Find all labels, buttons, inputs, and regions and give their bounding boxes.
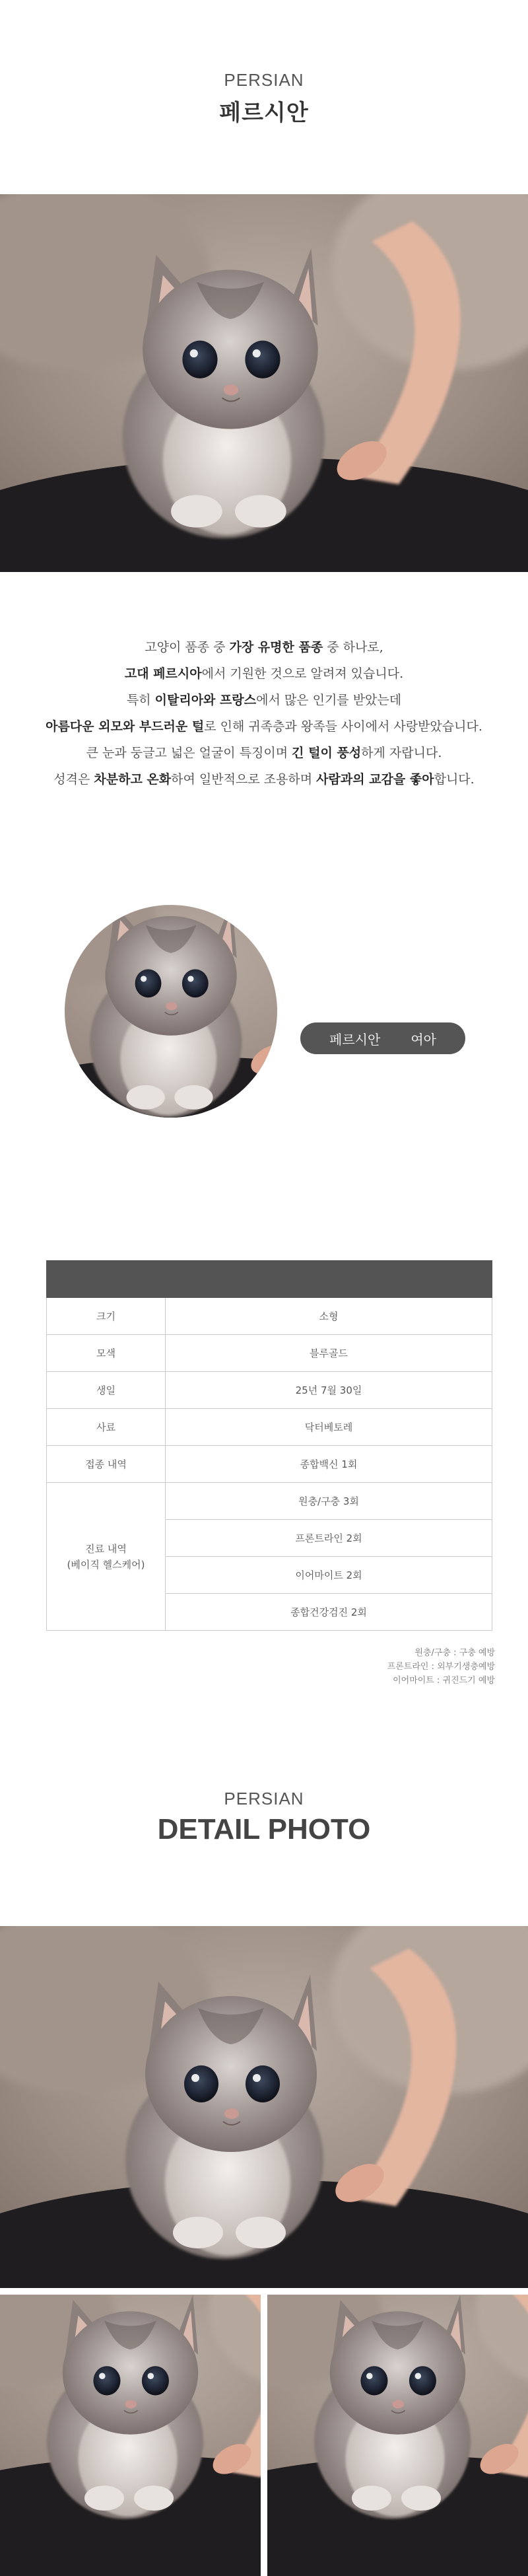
table-row	[47, 1483, 492, 1520]
description-text: 합니다.	[434, 772, 475, 787]
profile-breed: 페르시안	[329, 1031, 381, 1048]
detail-photo-header	[0, 1789, 528, 1846]
description-line	[0, 766, 528, 793]
description-emphasis: 사람과의 교감을 좋아	[316, 772, 434, 787]
row-value: 소형	[166, 1298, 492, 1335]
description-line	[0, 687, 528, 713]
breed-header	[0, 70, 528, 127]
description-text: 특히	[126, 693, 155, 707]
row-label: 크기	[47, 1298, 166, 1335]
table-header-cell	[166, 1261, 492, 1298]
description-text: 에서 기원한 것으로 알려져 있습니다.	[201, 666, 404, 681]
description-line	[0, 634, 528, 661]
treatment-value: 원충/구충 3회	[166, 1483, 492, 1520]
row-value: 블루골드	[166, 1335, 492, 1372]
treatment-value: 종합건강검진 2회	[166, 1594, 492, 1631]
table-row	[47, 1298, 492, 1335]
treatment-label-main: 진료 내역	[85, 1542, 127, 1555]
detail-kitten-photo-large	[0, 1926, 528, 2288]
treatment-value: 이어마이트 2회	[166, 1557, 492, 1594]
detail-eyebrow: PERSIAN	[224, 1789, 304, 1808]
profile-name-pill	[300, 1022, 465, 1054]
row-value: 닥터베토레	[166, 1409, 492, 1446]
note-line: 프론트라인 : 외부기생충예방	[387, 1662, 495, 1672]
description-emphasis: 가장 유명한 품종	[229, 640, 323, 655]
treatment-label-sub: (베이직 헬스케어)	[67, 1558, 145, 1571]
note-line: 이어마이트 : 귀진드기 예방	[393, 1676, 495, 1686]
treatment-value: 프론트라인 2회	[166, 1520, 492, 1557]
table-row	[47, 1335, 492, 1372]
description-text: 성격은	[53, 772, 94, 787]
table-row	[47, 1372, 492, 1409]
breed-description	[0, 634, 528, 793]
description-text: 하여 일반적으로 조용하며	[171, 772, 317, 787]
kitten-info-table	[46, 1260, 492, 1631]
description-text: 중 하나로,	[323, 640, 383, 655]
row-label: 생일	[47, 1372, 166, 1409]
description-text: 큰 눈과 둥글고 넓은 얼굴이 특징이며	[86, 746, 292, 760]
row-label: 모색	[47, 1335, 166, 1372]
header-eyebrow: PERSIAN	[224, 70, 304, 90]
profile-kitten-photo	[65, 905, 277, 1118]
table-row	[47, 1446, 492, 1483]
row-value: 25년 7월 30일	[166, 1372, 492, 1409]
description-emphasis: 차분하고 온화	[94, 772, 172, 787]
detail-kitten-photo-left	[0, 2295, 261, 2576]
table-header-cell	[47, 1261, 166, 1298]
row-label: 사료	[47, 1409, 166, 1446]
description-line	[0, 713, 528, 740]
description-emphasis: 긴 털이 풍성	[292, 746, 362, 760]
description-emphasis: 고대 페르시아	[124, 666, 202, 681]
treatment-notes	[387, 1646, 495, 1688]
description-line	[0, 740, 528, 766]
table-row	[47, 1409, 492, 1446]
note-line: 원충/구충 : 구충 예방	[414, 1648, 495, 1658]
table-header-row	[47, 1261, 492, 1298]
description-text: 로 인해 귀족층과 왕족들 사이에서 사랑받았습니다.	[204, 719, 482, 734]
detail-title: DETAIL PHOTO	[157, 1813, 371, 1845]
treatment-label	[47, 1483, 166, 1631]
description-text: 고양이 품종 중	[145, 640, 230, 655]
description-line	[0, 661, 528, 687]
row-value: 종합백신 1회	[166, 1446, 492, 1483]
description-emphasis: 이탈리아와 프랑스	[154, 693, 257, 707]
profile-gender: 여아	[411, 1031, 436, 1048]
description-emphasis: 아름다운 외모와 부드러운 털	[46, 719, 205, 734]
description-text: 하게 자랍니다.	[361, 746, 442, 760]
description-text: 에서 많은 인기를 받았는데	[256, 693, 402, 707]
row-label: 접종 내역	[47, 1446, 166, 1483]
header-title: 페르시안	[219, 100, 309, 126]
hero-kitten-photo	[0, 194, 528, 572]
detail-kitten-photo-right	[267, 2295, 528, 2576]
